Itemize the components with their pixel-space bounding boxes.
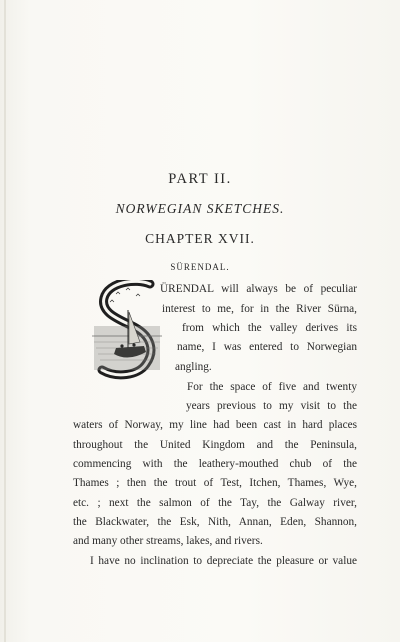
- text-line-2: interest to me, for in the River Sürna,: [162, 303, 357, 315]
- decorated-initial-illustration: [86, 280, 168, 380]
- page-edge: [4, 0, 6, 642]
- text-line-11: Thames ; then the trout of Test, Itchen, Thames, Wye,: [73, 477, 357, 489]
- text-line-6: For the space of five and twenty: [187, 381, 357, 393]
- part-heading: PART II.: [168, 171, 232, 187]
- text-line-4: name, I was entered to Norwegian: [177, 341, 357, 353]
- text-line-1: ÜRENDAL will always be of peculiar: [160, 283, 357, 295]
- text-line-9: throughout the United Kingdom and the Peninsula,: [73, 439, 357, 451]
- text-line-5: angling.: [175, 361, 212, 373]
- text-line-10: commencing with the leathery-mouthed chub of the: [73, 458, 357, 470]
- chapter-heading: CHAPTER XVII.: [145, 231, 255, 246]
- text-line-12: etc. ; next the salmon of the Tay, the Galway river,: [73, 497, 357, 509]
- text-line-3: from which the valley derives its: [182, 322, 357, 334]
- chapter-subtitle: SÜRENDAL.: [170, 262, 230, 272]
- text-line-14: and many other streams, lakes, and rivers.: [73, 535, 263, 547]
- text-line-7: years previous to my visit to the: [186, 400, 357, 412]
- text-line-13: the Blackwater, the Esk, Nith, Annan, Eden, Shannon,: [73, 516, 357, 528]
- text-line-8: waters of Norway, my line had been cast in hard places: [73, 419, 357, 431]
- section-title: NORWEGIAN SKETCHES.: [115, 201, 285, 216]
- text-line-15: I have no inclination to depreciate the pleasure or value: [90, 555, 357, 567]
